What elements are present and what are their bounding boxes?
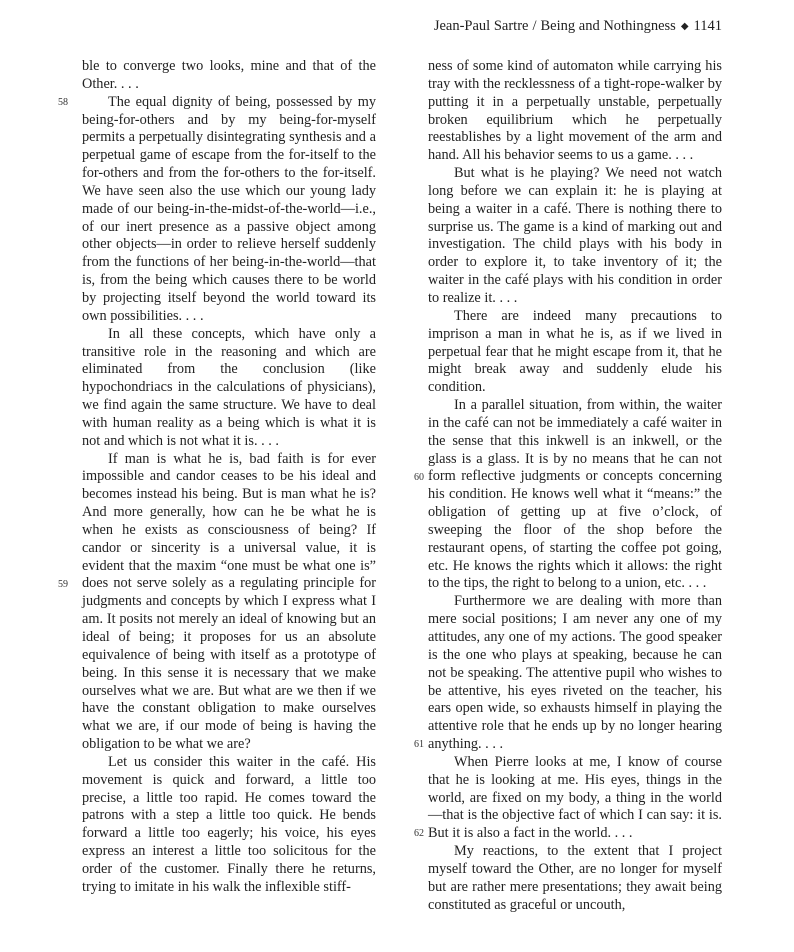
header-author: Jean-Paul Sartre bbox=[433, 18, 529, 34]
diamond-ornament-icon: ◆ bbox=[680, 21, 689, 32]
paragraph: When Pierre looks at me, I know of course that he is looking at me. His eyes, things in the world, are fixed on my body, a thing in the world—that is the objective fact of which I can say: it is. But it is also a fact in the world. . . . bbox=[428, 753, 722, 842]
paragraph: My reactions, to the extent that I project myself toward the Other, are no longer for myself but are rather mere presentations; they await being constituted as graceful or uncouth, bbox=[428, 843, 722, 913]
right-column bbox=[414, 58, 722, 915]
paragraph: ness of some kind of automaton while carrying his tray with the recklessness of a tight-rope-walker by putting it in a perpetually unstable, perpetually broken equilibrium which he perpetually reestablishes by a light movement of the arm and hand. All his behavior seems to us a game. . . . bbox=[428, 58, 722, 164]
page-number: 1141 bbox=[693, 18, 722, 34]
running-header bbox=[434, 18, 722, 35]
margin-number-60: 60 bbox=[414, 472, 424, 483]
header-title: Being and Nothingness bbox=[540, 18, 676, 34]
paragraph: The equal dignity of being, possessed by my being-for-others and by my being-for-myself permits a perpetually disintegrating synthesis and a perpetual game of escape from the for-itself to the for-others and from the for-others to the for-itself. We have seen also the use which our young lady made of our being-in-the-midst-of-the-world—i.e., of our inert presence as a passive object among other objects—in order to relieve herself suddenly from the functions of her being-in-the-world—that is, from the being which causes there to be world by projecting itself beyond the world toward its own possibilities. . . . bbox=[82, 93, 376, 324]
paragraph: In a parallel situation, from within, the waiter in the café can not be immediately a café waiter in the sense that this inkwell is an inkwell, or the glass is a glass. It is by no means that he can not form reflective judgments or concepts concerning his condition. He knows well what it “means:” the obligation of getting up at five o’clock, of sweeping the floor of the shop before the restaurant opens, of starting the coffee pot going, etc. He knows the rights which it allows: the right to the tips, the right to belong to a union, etc. . . . bbox=[428, 397, 722, 592]
paragraph: If man is what he is, bad faith is for ever impossible and candor ceases to be his ideal and becomes instead his being. But is man what he is? And more generally, how can he be what he is when he exists as consciousness of being? If candor or sincerity is a universal value, it is evident that the maxim “one must be what one is” does not serve solely as a regulating principle for judgments and concepts by which I express what I am. It posits not merely an ideal of knowing but an ideal of being; it proposes for us an absolute equivalence of being with itself as a prototype of being. In this sense it is necessary that we make ourselves what we are. But what are we then if we have the constant obligation to make ourselves what we are, if our mode of being is having the obligation to be what we are? bbox=[82, 450, 376, 753]
margin-number-59: 59 bbox=[58, 579, 68, 590]
margin-number-61: 61 bbox=[414, 739, 424, 750]
margin-number-58: 58 bbox=[58, 97, 68, 108]
header-separator: / bbox=[532, 18, 537, 34]
paragraph: Let us consider this waiter in the café. His movement is quick and forward, a little too precise, a little too rapid. He comes toward the patrons with a step a little too quick. He bends forward a little too eagerly; his voice, his eyes express an interest a little too solicitous for the order of the customer. Finally there he returns, trying to imitate in his walk the inflexible stiff- bbox=[82, 753, 376, 895]
paragraph: There are indeed many precautions to imprison a man in what he is, as if we lived in perpetual fear that he might escape from it, that he might break away and suddenly elude his condition. bbox=[428, 307, 722, 396]
left-column bbox=[58, 58, 376, 897]
paragraph: In all these concepts, which have only a transitive role in the reasoning and which are eliminated from the conclusion (like hypochondriacs in the calculations of physicians), we find again the same structure. We have to deal with human reality as a being which is what it is not and which is not what it is. . . . bbox=[82, 325, 376, 449]
margin-number-62: 62 bbox=[414, 828, 424, 839]
paragraph: ble to converge two looks, mine and that of the Other. . . . bbox=[82, 58, 376, 92]
paragraph: Furthermore we are dealing with more than mere social positions; I am never any one of my attitudes, any one of my actions. The good speaker is the one who plays at speaking, because he can not be speaking. The attentive pupil who wishes to be attentive, his eyes riveted on the teacher, his ears open wide, so exhausts himself in playing the attentive role that he ends up by no longer hearing anything. . . . bbox=[428, 593, 722, 753]
paragraph: But what is he playing? We need not watch long before we can explain it: he is playing at being a waiter in a café. There is nothing there to surprise us. The game is a kind of marking out and investigation. The child plays with his body in order to explore it, to take inventory of it; the waiter in the café plays with his condition in order to realize it. . . . bbox=[428, 165, 722, 306]
